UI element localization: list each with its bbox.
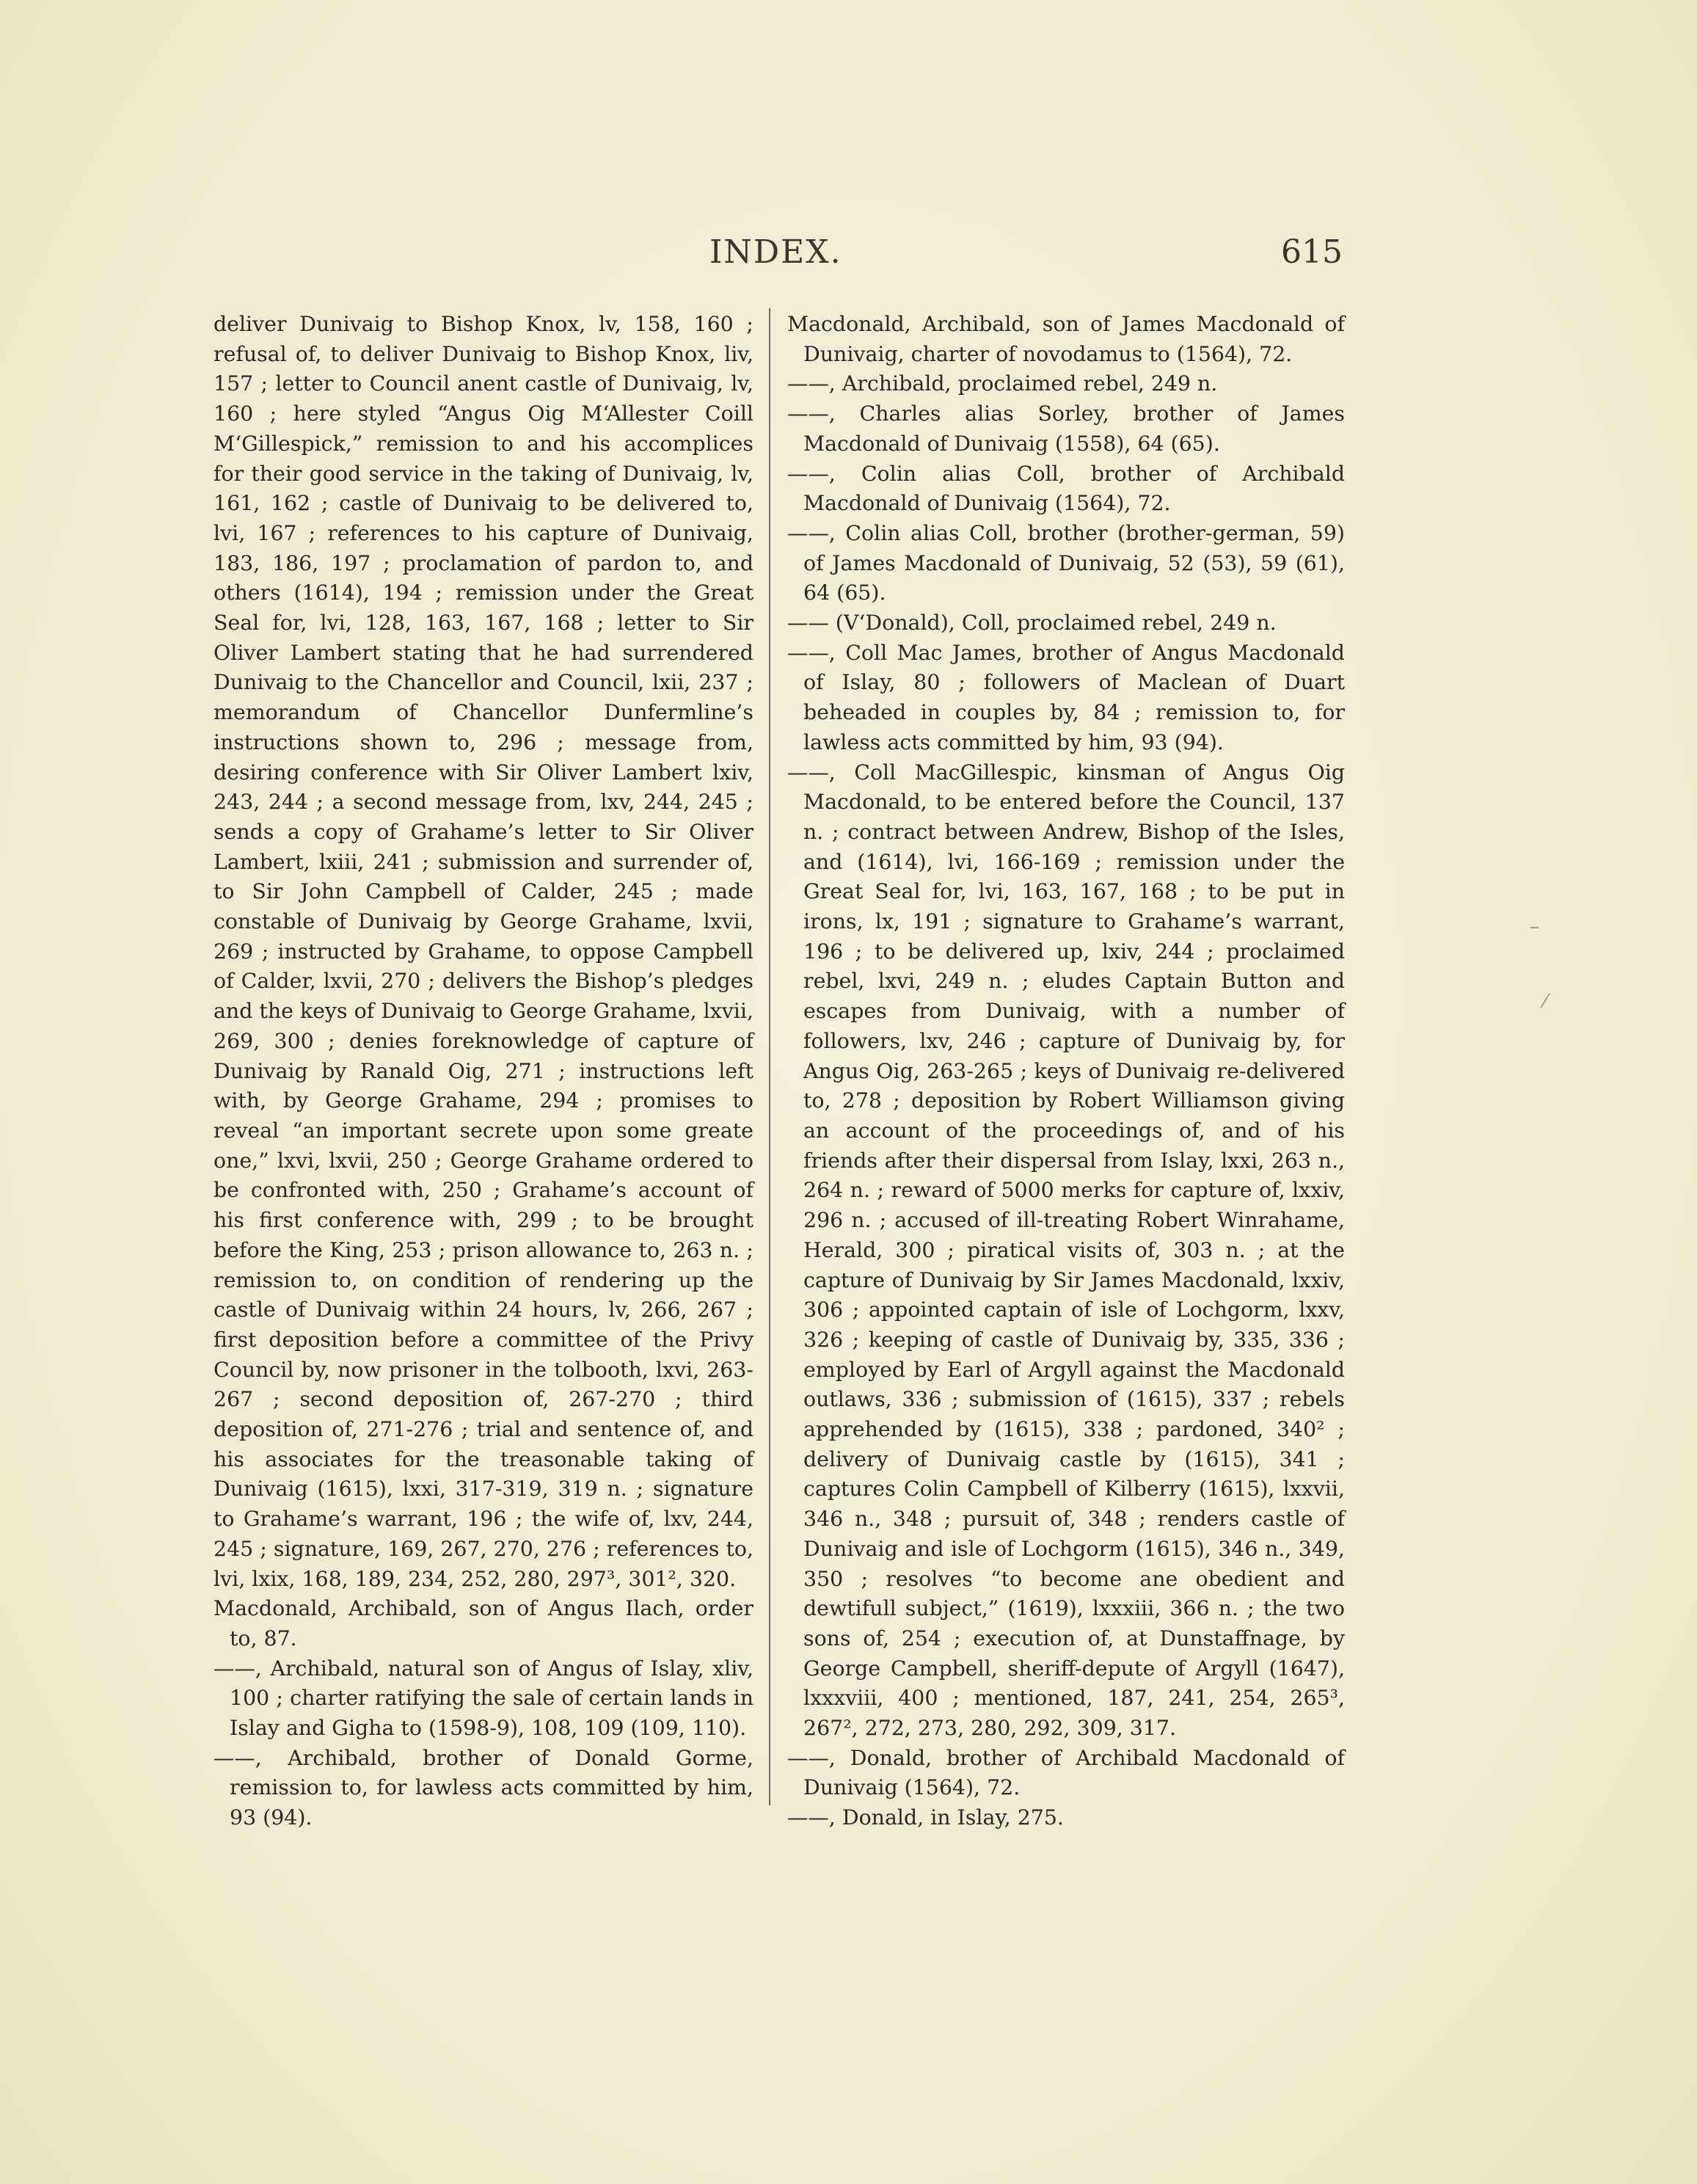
index-entry: ——, Archibald, proclaimed rebel, 249 n. [787,371,1218,396]
index-entry: Macdonald, Archibald, son of Angus Ilach, order to, 87. [214,1596,753,1650]
index-entry: ——, Charles alias Sorley, brother of James Macdonald of Dunivaig (1558), 64 (65). [787,401,1345,456]
index-entry: Macdonald, Archibald, son of James Macdonald of Dunivaig, charter of novodamus to (1564), 72. [787,312,1345,366]
index-entry: ——, Donald, brother of Archibald Macdonald of Dunivaig (1564), 72. [787,1745,1345,1800]
index-entry: ——, Coll Mac James, brother of Angus Macdonald of Islay, 80 ; followers of Maclean of Duart beheaded in couples by, 84 ; remission to, for lawless acts committed by him, 93 (94). [787,640,1345,754]
index-entry: ——, Archibald, brother of Donald Gorme, remission to, for lawless acts committed by him, 93 (94). [214,1745,753,1830]
running-head [205,233,1343,277]
index-entry: ——, Archibald, natural son of Angus of Islay, xliv, 100 ; charter ratifying the sale of certain lands in Islay and Gigha to (1598-9), 108, 109 (109, 110). [214,1656,753,1741]
right-column [787,310,1345,1833]
index-entry: ——, Donald, in Islay, 275. [787,1805,1064,1830]
margin-mark: ⁄ [1544,991,1547,1013]
index-entry: ——, Colin alias Coll, brother (brother-german, 59) of James Macdonald of Dunivaig, 52 (53), 59 (61), 64 (65). [787,520,1345,605]
index-entry: —— (V‘Donald), Coll, proclaimed rebel, 249 n. [787,611,1277,636]
page-title: INDEX. [709,233,842,271]
left-column [214,310,753,1833]
index-entry: ——, Colin alias Coll, brother of Archibald Macdonald of Dunivaig (1564), 72. [787,461,1345,516]
page-number: 615 [1281,233,1343,271]
index-entry: ——, Coll MacGillespic, kinsman of Angus Oig Macdonald, to be entered before the Council, 137 n. ; contract between Andrew, Bishop of the Isles, and (1614), lvi, 166-169 ; remission under the Great Seal for, lvi, 163, 167, 168 ; to be put in irons, lx, 191 ; signature to Grahame’s warrant, 196 ; to be delivered up, lxiv, 244 ; proclaimed rebel, lxvi, 249 n. ; eludes Captain Button and escapes from Dunivaig, with a number of followers, lxv, 246 ; capture of Dunivaig by, for Angus Oig, 263-265 ; keys of Dunivaig re-delivered to, 278 ; deposition by Robert Williamson giving an account of the proceedings of, and of his friends after their dispersal from Islay, lxxi, 263 n., 264 n. ; reward of 5000 merks for capture of, lxxiv, 296 n. ; accused of ill-treating Robert Winrahame, Herald, 300 ; piratical visits of, 303 n. ; at the capture of Dunivaig by Sir James Macdonald, lxxiv, 306 ; appointed captain of isle of Lochgorm, lxxv, 326 ; keeping of castle of Dunivaig by, 335, 336 ; employed by Earl of Argyll against the Macdonald outlaws, 336 ; submission of (1615), 337 ; rebels apprehended by (1615), 338 ; pardoned, 340² ; delivery of Dunivaig castle by (1615), 341 ; captures Colin Campbell of Kilberry (1615), lxxvii, 346 n., 348 ; pursuit of, 348 ; renders castle of Dunivaig and isle of Lochgorm (1615), 346 n., 349, 350 ; resolves “to become ane obedient and dewtifull subject,” (1619), lxxxiii, 366 n. ; the two sons of, 254 ; execution of, at Dunstaffnage, by George Campbell, sheriff-depute of Argyll (1647), lxxxviii, 400 ; mentioned, 187, 241, 254, 265³, 267², 272, 273, 280, 292, 309, 317. [787,760,1345,1741]
column-divider [769,308,770,1805]
index-entry: deliver Dunivaig to Bishop Knox, lv, 158, 160 ; refusal of, to deliver Dunivaig to Bishop Knox, liv, 157 ; letter to Council anent castle of Dunivaig, lv, 160 ; here styled “Angus Oig M‘Allester Coill M‘Gillespick,” remission to and his accomplices for their good service in the taking of Dunivaig, lv, 161, 162 ; castle of Dunivaig to be delivered to, lvi, 167 ; references to his capture of Dunivaig, 183, 186, 197 ; proclamation of pardon to, and others (1614), 194 ; remission under the Great Seal for, lvi, 128, 163, 167, 168 ; letter to Sir Oliver Lambert stating that he had surrendered Dunivaig to the Chancellor and Council, lxii, 237 ; memorandum of Chancellor Dunfermline’s instructions shown to, 296 ; message from, desiring conference with Sir Oliver Lambert lxiv, 243, 244 ; a second message from, lxv, 244, 245 ; sends a copy of Grahame’s letter to Sir Oliver Lambert, lxiii, 241 ; submission and surrender of, to Sir John Campbell of Calder, 245 ; made constable of Dunivaig by George Grahame, lxvii, 269 ; instructed by Grahame, to oppose Campbell of Calder, lxvii, 270 ; delivers the Bishop’s pledges and the keys of Dunivaig to George Grahame, lxvii, 269, 300 ; denies foreknowledge of capture of Dunivaig by Ranald Oig, 271 ; instructions left with, by George Grahame, 294 ; promises to reveal “an important secrete upon some greate one,” lxvi, lxvii, 250 ; George Grahame ordered to be confronted with, 250 ; Grahame’s account of his first conference with, 299 ; to be brought before the King, 253 ; prison allowance to, 263 n. ; remission to, on condition of rendering up the castle of Dunivaig within 24 hours, lv, 266, 267 ; first deposition before a committee of the Privy Council by, now prisoner in the tolbooth, lxvi, 263-267 ; second deposition of, 267-270 ; third deposition of, 271-276 ; trial and sentence of, and his associates for the treasonable taking of Dunivaig (1615), lxxi, 317-319, 319 n. ; signature to Grahame’s warrant, 196 ; the wife of, lxv, 244, 245 ; signature, 169, 267, 270, 276 ; references to, lvi, lxix, 168, 189, 234, 252, 280, 297³, 301², 320. [214,312,753,1591]
margin-mark: – [1530,916,1539,938]
